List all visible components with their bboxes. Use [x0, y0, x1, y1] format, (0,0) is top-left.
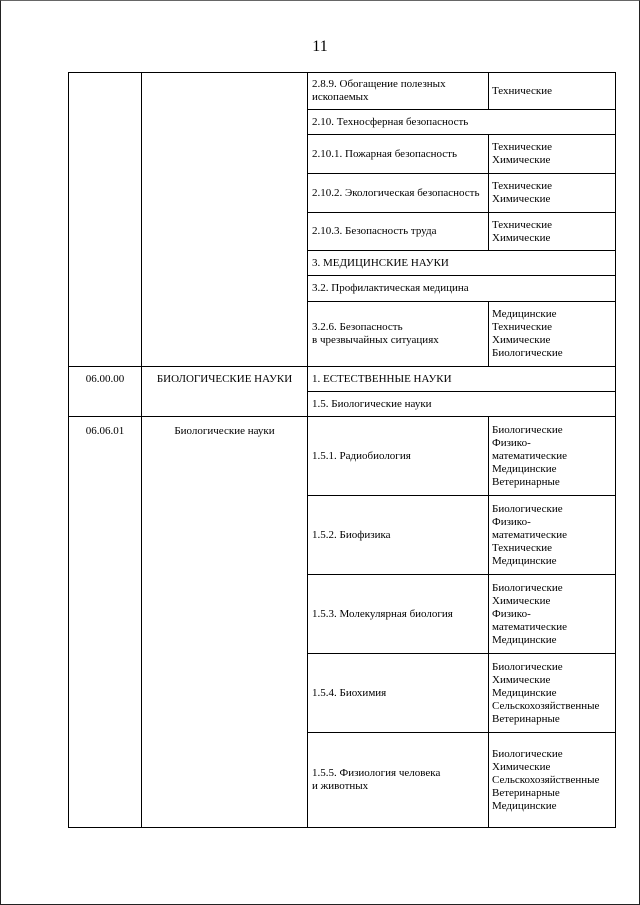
branches-cell [489, 302, 616, 367]
table-row [69, 73, 616, 110]
branch-item: математические [492, 620, 568, 633]
branch-item: Технические [492, 218, 552, 231]
branch-item: Технические [492, 84, 552, 97]
section-heading: 2.10. Техносферная безопасность [308, 110, 616, 135]
name-cell [142, 73, 308, 367]
branches-cell [489, 73, 616, 110]
branch-item: Химические [492, 154, 551, 166]
branch-item: Химические [492, 760, 551, 773]
branch-item: Химические [492, 231, 551, 244]
branch-item: Биологические [492, 660, 563, 673]
branch-item: Биологические [492, 581, 563, 594]
name-cell: Биологические науки [142, 417, 308, 828]
branch-item: Физико- [492, 515, 531, 528]
branch-item: Медицинские [492, 799, 557, 812]
branches-cell [489, 733, 616, 828]
name-cell: БИОЛОГИЧЕСКИЕ НАУКИ [142, 367, 308, 417]
branch-item: Биологические [492, 423, 563, 436]
branch-item: Медицинские [492, 554, 557, 567]
specialty-line: 1.5.5. Физиология человека [312, 767, 441, 779]
branch-item: Технические [492, 141, 552, 153]
branch-item: Технические [492, 321, 552, 333]
branch-item: Ветеринарные [492, 475, 560, 488]
branches-cell [489, 174, 616, 213]
section-heading: 3.2. Профилактическая медицина [308, 276, 616, 302]
branch-item: Технические [492, 180, 552, 192]
branches-cell [489, 575, 616, 654]
section-heading: 3. МЕДИЦИНСКИЕ НАУКИ [308, 251, 616, 276]
branch-item: Медицинские [492, 686, 557, 699]
specialty-cell: 2.8.9. Обогащение полезных ископаемых [308, 73, 489, 110]
branch-item: Сельскохозяйственные [492, 773, 600, 786]
branch-item: Химические [492, 334, 551, 346]
specialty-cell [308, 733, 489, 828]
branch-item: Биологические [492, 347, 563, 359]
branch-item: Химические [492, 193, 551, 205]
branch-item: Химические [492, 673, 551, 686]
specialty-cell: 2.10.2. Экологическая безопасность [308, 174, 489, 213]
branches-cell [489, 135, 616, 174]
specialty-cell: 1.5.3. Молекулярная биология [308, 575, 489, 654]
branches-cell [489, 213, 616, 251]
code-cell [69, 73, 142, 367]
table-row [69, 367, 616, 392]
branches-cell [489, 417, 616, 496]
branch-item: математические [492, 449, 568, 462]
specialty-line: и животных [312, 780, 369, 792]
branch-item: Биологические [492, 502, 563, 515]
section-heading: 1. ЕСТЕСТВЕННЫЕ НАУКИ [308, 367, 616, 392]
code-cell: 06.00.00 [69, 367, 142, 417]
branch-item: Ветеринарные [492, 786, 560, 799]
branch-item: Физико- [492, 607, 531, 620]
branches-cell [489, 654, 616, 733]
page-number: 11 [312, 38, 328, 55]
specialty-cell: 1.5.1. Радиобиология [308, 417, 489, 496]
code-cell: 06.06.01 [69, 417, 142, 828]
specialty-cell: 2.10.1. Пожарная безопасность [308, 135, 489, 174]
branch-item: математические [492, 528, 568, 541]
branch-item: Сельскохозяйственные [492, 699, 600, 712]
branch-item: Медицинские [492, 308, 557, 320]
branch-item: Медицинские [492, 462, 557, 475]
branch-item: Технические [492, 541, 552, 554]
branch-item: Биологические [492, 747, 563, 760]
branch-item: Ветеринарные [492, 712, 560, 725]
branches-cell [489, 496, 616, 575]
specialty-cell: 1.5.2. Биофизика [308, 496, 489, 575]
specialty-cell: 1.5.4. Биохимия [308, 654, 489, 733]
specialty-table [68, 72, 616, 828]
specialty-cell [308, 302, 489, 367]
specialty-line: 3.2.6. Безопасность [312, 321, 403, 333]
table-row [69, 417, 616, 496]
specialty-line: в чрезвычайных ситуациях [312, 334, 439, 346]
branch-item: Физико- [492, 436, 531, 449]
specialty-cell: 2.10.3. Безопасность труда [308, 213, 489, 251]
branch-item: Медицинские [492, 633, 557, 646]
branch-item: Химические [492, 594, 551, 607]
section-heading: 1.5. Биологические науки [308, 392, 616, 417]
